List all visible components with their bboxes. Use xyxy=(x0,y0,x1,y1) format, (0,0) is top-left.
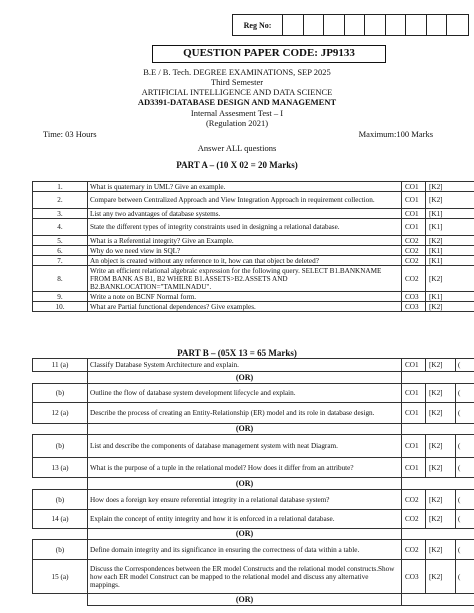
reg-no-cell xyxy=(406,15,427,35)
blank-cell xyxy=(402,478,426,490)
maximum-marks: Maximum:100 Marks xyxy=(358,129,433,139)
knowledge-level: [K2] xyxy=(426,510,456,529)
question-number: 8. xyxy=(33,266,88,292)
course-outcome: CO1 xyxy=(402,384,426,403)
blank-cell xyxy=(456,424,474,435)
part-a-table xyxy=(32,181,474,312)
marks-cell: ( xyxy=(456,435,474,458)
blank-cell xyxy=(426,529,456,540)
question-text: What is the purpose of a tuple in the relational model? How does it differ from an attribute? xyxy=(88,458,402,478)
reg-no-cell xyxy=(324,15,345,35)
table-row xyxy=(33,302,474,312)
question-number: 1. xyxy=(33,182,88,192)
or-row xyxy=(33,424,474,435)
question-number: 12 (a) xyxy=(33,403,88,424)
blank-cell xyxy=(456,372,474,384)
blank-cell xyxy=(426,372,456,384)
blank-cell xyxy=(402,424,426,435)
marks-cell: ( xyxy=(456,560,474,594)
knowledge-level: [K2] xyxy=(426,266,474,292)
table-row xyxy=(33,256,474,266)
table-row xyxy=(33,236,474,246)
table-row xyxy=(33,403,474,424)
question-number: 14 (a) xyxy=(33,510,88,529)
table-row xyxy=(33,490,474,510)
knowledge-level: [K2] xyxy=(426,403,456,424)
instruction: Answer ALL questions xyxy=(197,143,277,153)
question-text: Outline the flow of database system development lifecycle and explain. xyxy=(88,384,402,403)
or-row xyxy=(33,478,474,490)
table-row xyxy=(33,219,474,236)
blank-cell xyxy=(402,594,426,606)
knowledge-level: [K1] xyxy=(426,292,474,302)
part-a-heading: PART A – (10 X 02 = 20 Marks) xyxy=(176,160,298,170)
question-number: 3. xyxy=(33,209,88,219)
table-row xyxy=(33,246,474,256)
course-outcome: CO2 xyxy=(402,256,426,266)
blank-cell xyxy=(33,594,88,606)
blank-cell xyxy=(456,594,474,606)
reg-no-cell xyxy=(447,15,468,35)
question-number: 10. xyxy=(33,302,88,312)
blank-cell xyxy=(402,372,426,384)
question-number: 5. xyxy=(33,236,88,246)
table-row xyxy=(33,458,474,478)
table-row xyxy=(33,266,474,292)
table-row xyxy=(33,540,474,560)
or-row xyxy=(33,529,474,540)
reg-no-cell xyxy=(386,15,407,35)
question-number: (b) xyxy=(33,540,88,560)
knowledge-level: [K1] xyxy=(426,246,474,256)
knowledge-level: [K2] xyxy=(426,490,456,510)
question-number: 6. xyxy=(33,246,88,256)
course-outcome: CO1 xyxy=(402,182,426,192)
question-text: How does a foreign key ensure referential integrity in a relational database system? xyxy=(88,490,402,510)
knowledge-level: [K2] xyxy=(426,302,474,312)
course-outcome: CO2 xyxy=(402,510,426,529)
table-row xyxy=(33,510,474,529)
reg-no-cell xyxy=(365,15,386,35)
table-row xyxy=(33,292,474,302)
reg-no-cell xyxy=(283,15,304,35)
question-text: Classify Database System Architecture and explain. xyxy=(88,359,402,372)
question-text: Write a note on BCNF Normal form. xyxy=(88,292,402,302)
question-text: An object is created without any reference to it, how can that object be deleted? xyxy=(88,256,402,266)
course-outcome: CO1 xyxy=(402,209,426,219)
blank-cell xyxy=(402,529,426,540)
paper-code: QUESTION PAPER CODE: JP9133 xyxy=(152,45,386,63)
or-label: (OR) xyxy=(88,478,402,490)
department: ARTIFICIAL INTELLIGENCE AND DATA SCIENCE xyxy=(141,87,333,97)
table-row xyxy=(33,435,474,458)
or-label: (OR) xyxy=(88,594,402,606)
question-number: (b) xyxy=(33,435,88,458)
knowledge-level: [K2] xyxy=(426,236,474,246)
question-number: 7. xyxy=(33,256,88,266)
knowledge-level: [K2] xyxy=(426,192,474,209)
blank-cell xyxy=(33,478,88,490)
part-b-table xyxy=(32,358,474,606)
course-outcome: CO2 xyxy=(402,540,426,560)
question-text: Why do we need view in SQL? xyxy=(88,246,402,256)
time-allowed: Time: 03 Hours xyxy=(43,129,97,139)
course-outcome: CO2 xyxy=(402,266,426,292)
blank-cell xyxy=(33,529,88,540)
reg-no-cell xyxy=(304,15,325,35)
course-outcome: CO1 xyxy=(402,435,426,458)
question-text: State the different types of integrity constraints used in designing a relational database. xyxy=(88,219,402,236)
question-number: 11 (a) xyxy=(33,359,88,372)
knowledge-level: [K2] xyxy=(426,560,456,594)
question-text: List any two advantages of database systems. xyxy=(88,209,402,219)
or-row xyxy=(33,594,474,606)
blank-cell xyxy=(33,424,88,435)
course-outcome: CO3 xyxy=(402,302,426,312)
marks-cell: ( xyxy=(456,540,474,560)
blank-cell xyxy=(426,478,456,490)
knowledge-level: [K1] xyxy=(426,219,474,236)
table-row xyxy=(33,182,474,192)
marks-cell: ( xyxy=(456,458,474,478)
part-b-heading: PART B – (05X 13 = 65 Marks) xyxy=(177,348,297,358)
course-outcome: CO3 xyxy=(402,560,426,594)
semester: Third Semester xyxy=(210,77,264,87)
course-outcome: CO1 xyxy=(402,192,426,209)
question-text: What is a Referential integrity? Give an Example. xyxy=(88,236,402,246)
test-name: Internal Assesment Test – I xyxy=(190,108,284,118)
marks-cell: ( xyxy=(456,490,474,510)
question-text: What are Partial functional dependences? Give examples. xyxy=(88,302,402,312)
blank-cell xyxy=(426,594,456,606)
knowledge-level: [K2] xyxy=(426,359,456,372)
reg-no-cell xyxy=(427,15,448,35)
reg-no-box xyxy=(232,14,469,36)
knowledge-level: [K1] xyxy=(426,209,474,219)
course-outcome: CO2 xyxy=(402,236,426,246)
knowledge-level: [K2] xyxy=(426,435,456,458)
blank-cell xyxy=(456,529,474,540)
regulation: (Regulation 2021) xyxy=(205,118,269,128)
blank-cell xyxy=(456,478,474,490)
question-text: Define domain integrity and its significance in ensuring the correctness of data within a table. xyxy=(88,540,402,560)
question-text: Describe the process of creating an Entity-Relationship (ER) model and its role in database design. xyxy=(88,403,402,424)
course-outcome: CO3 xyxy=(402,292,426,302)
reg-no-label: Reg No: xyxy=(233,15,283,35)
marks-cell: ( xyxy=(456,359,474,372)
question-number: 9. xyxy=(33,292,88,302)
course-title: AD3391-DATABASE DESIGN AND MANAGEMENT xyxy=(137,97,337,107)
table-row xyxy=(33,384,474,403)
course-outcome: CO2 xyxy=(402,490,426,510)
question-text: Compare between Centralized Approach and View Integration Approach in requirement collection. xyxy=(88,192,402,209)
question-number: (b) xyxy=(33,384,88,403)
or-label: (OR) xyxy=(88,372,402,384)
time-marks-row xyxy=(43,129,433,139)
or-label: (OR) xyxy=(88,424,402,435)
table-row xyxy=(33,359,474,372)
question-number: (b) xyxy=(33,490,88,510)
knowledge-level: [K2] xyxy=(426,458,456,478)
question-number: 13 (a) xyxy=(33,458,88,478)
blank-cell xyxy=(426,424,456,435)
question-text: Explain the concept of entity integrity and how it is enforced in a relational database. xyxy=(88,510,402,529)
knowledge-level: [K1] xyxy=(426,256,474,266)
knowledge-level: [K2] xyxy=(426,384,456,403)
marks-cell: ( xyxy=(456,384,474,403)
or-row xyxy=(33,372,474,384)
course-outcome: CO1 xyxy=(402,359,426,372)
question-text: Write an efficient relational algebraic expression for the following query. SELECT B1.BANKNAME FROM BANK AS B1, B2 WHERE B1.ASSETS>B2.ASSETS AND B2.BANKLOCATION="TAMILNADU". xyxy=(88,266,402,292)
question-number: 2. xyxy=(33,192,88,209)
question-text: List and describe the components of database management system with neat Diagram. xyxy=(88,435,402,458)
knowledge-level: [K2] xyxy=(426,182,474,192)
course-outcome: CO1 xyxy=(402,403,426,424)
knowledge-level: [K2] xyxy=(426,540,456,560)
course-outcome: CO1 xyxy=(402,219,426,236)
reg-no-cell xyxy=(345,15,366,35)
table-row xyxy=(33,560,474,594)
exam-title: B.E / B. Tech. DEGREE EXAMINATIONS, SEP 2025 xyxy=(143,67,331,77)
marks-cell: ( xyxy=(456,510,474,529)
question-number: 4. xyxy=(33,219,88,236)
blank-cell xyxy=(33,372,88,384)
table-row xyxy=(33,209,474,219)
question-text: Discuss the Correspondences between the ER model Constructs and the relational model constructs.Show how each ER model Construct can be mapped to the relational model and discuss any alternative mappings. xyxy=(88,560,402,594)
table-row xyxy=(33,192,474,209)
question-number: 15 (a) xyxy=(33,560,88,594)
course-outcome: CO2 xyxy=(402,246,426,256)
or-label: (OR) xyxy=(88,529,402,540)
course-outcome: CO1 xyxy=(402,458,426,478)
marks-cell: ( xyxy=(456,403,474,424)
question-text: What is quaternary in UML? Give an example. xyxy=(88,182,402,192)
